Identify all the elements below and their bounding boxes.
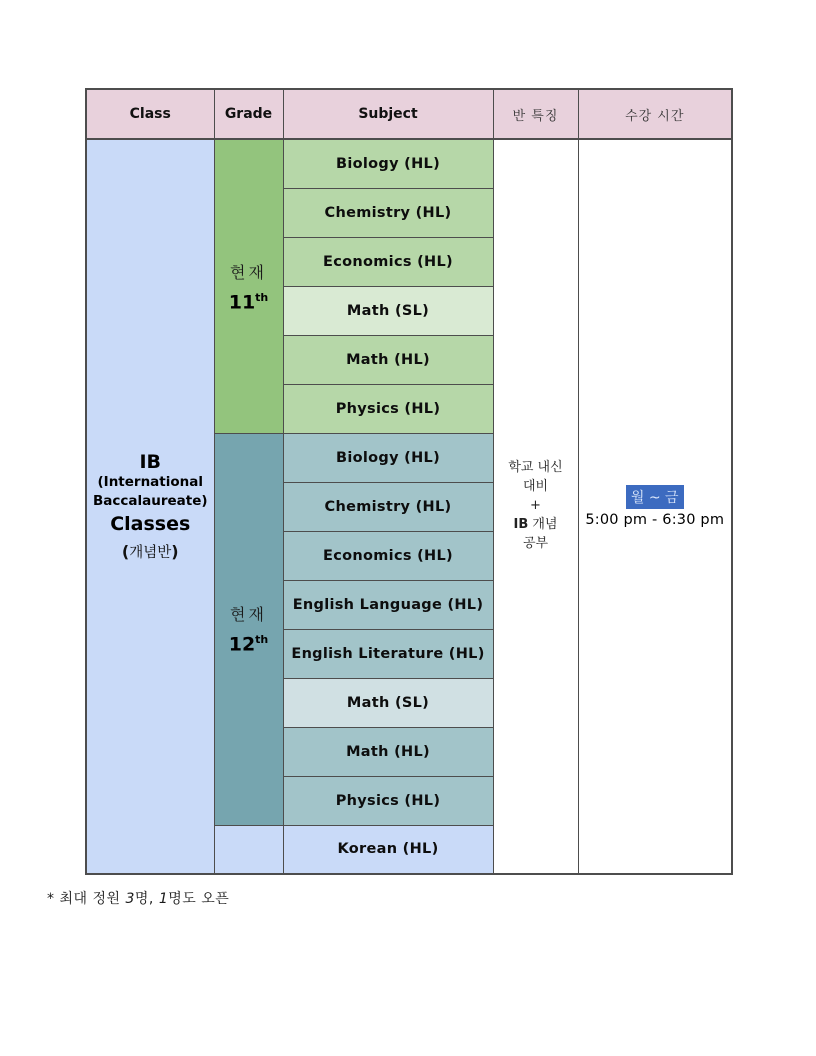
features-line4 [494,516,578,535]
grade-12-prefix: 현재 [230,605,267,625]
subject-cell: English Literature (HL) [283,629,493,678]
table-row [86,139,732,188]
subject-cell: English Language (HL) [283,580,493,629]
features-line2: 대비 [522,479,549,495]
footnote-num2: 1 [158,891,169,907]
subject-cell: Physics (HL) [283,776,493,825]
schedule-time: 5:00 pm - 6:30 pm [585,512,725,528]
header-subject: Subject [283,89,493,139]
subject-cell: Economics (HL) [283,237,493,286]
header-features: 반 특징 [493,89,578,139]
subject-cell: Korean (HL) [283,825,493,874]
header-grade: Grade [214,89,283,139]
footnote-part1: * 최대 정원 [47,891,126,907]
grade-12-cell [214,433,283,825]
features-line1: 학교 내신 [508,460,563,476]
footnote-part2: 명, [134,891,159,907]
class-note [87,541,214,562]
subject-cell: Math (SL) [283,286,493,335]
grade-11-cell [214,139,283,433]
subject-cell: Chemistry (HL) [283,188,493,237]
subject-cell: Economics (HL) [283,531,493,580]
subject-cell: Math (HL) [283,335,493,384]
paren-close: ) [171,541,179,561]
class-cell [86,139,214,874]
subject-cell: Math (SL) [283,678,493,727]
subject-cell: Biology (HL) [283,433,493,482]
footnote-part3: 명도 오픈 [168,891,230,907]
features-line5: 공부 [522,535,549,551]
schedule-days-highlight: 월 ~ 금 [626,485,684,509]
subject-cell: Math (HL) [283,727,493,776]
class-title2: Classes [110,512,191,535]
subject-cell: Chemistry (HL) [283,482,493,531]
class-subtitle: (International Baccalaureate) [92,474,208,509]
grade-12-ordinal: th [255,633,269,647]
footnote-num1: 3 [125,891,135,907]
grade-12-number: 12th [228,633,269,656]
schedule-cell [578,139,732,874]
header-class: Class [86,89,214,139]
features-line4-text: 개념 [532,516,558,532]
subject-cell: Physics (HL) [283,384,493,433]
grade-11-number: 11th [228,290,269,313]
header-row [86,89,732,139]
paren-open: ( [121,541,130,561]
class-note-text: 개념반 [129,544,172,561]
footnote [47,888,229,908]
header-schedule: 수강 시간 [578,89,732,139]
grade-11-prefix: 현재 [230,262,267,282]
features-line3: + [530,498,541,514]
class-title: IB [139,451,162,474]
features-ib-label: IB [513,516,529,532]
grade-11-ordinal: th [255,290,269,304]
subject-cell: Biology (HL) [283,139,493,188]
grade-empty-cell [214,825,283,874]
ib-classes-table [85,88,733,875]
features-cell [493,139,578,874]
